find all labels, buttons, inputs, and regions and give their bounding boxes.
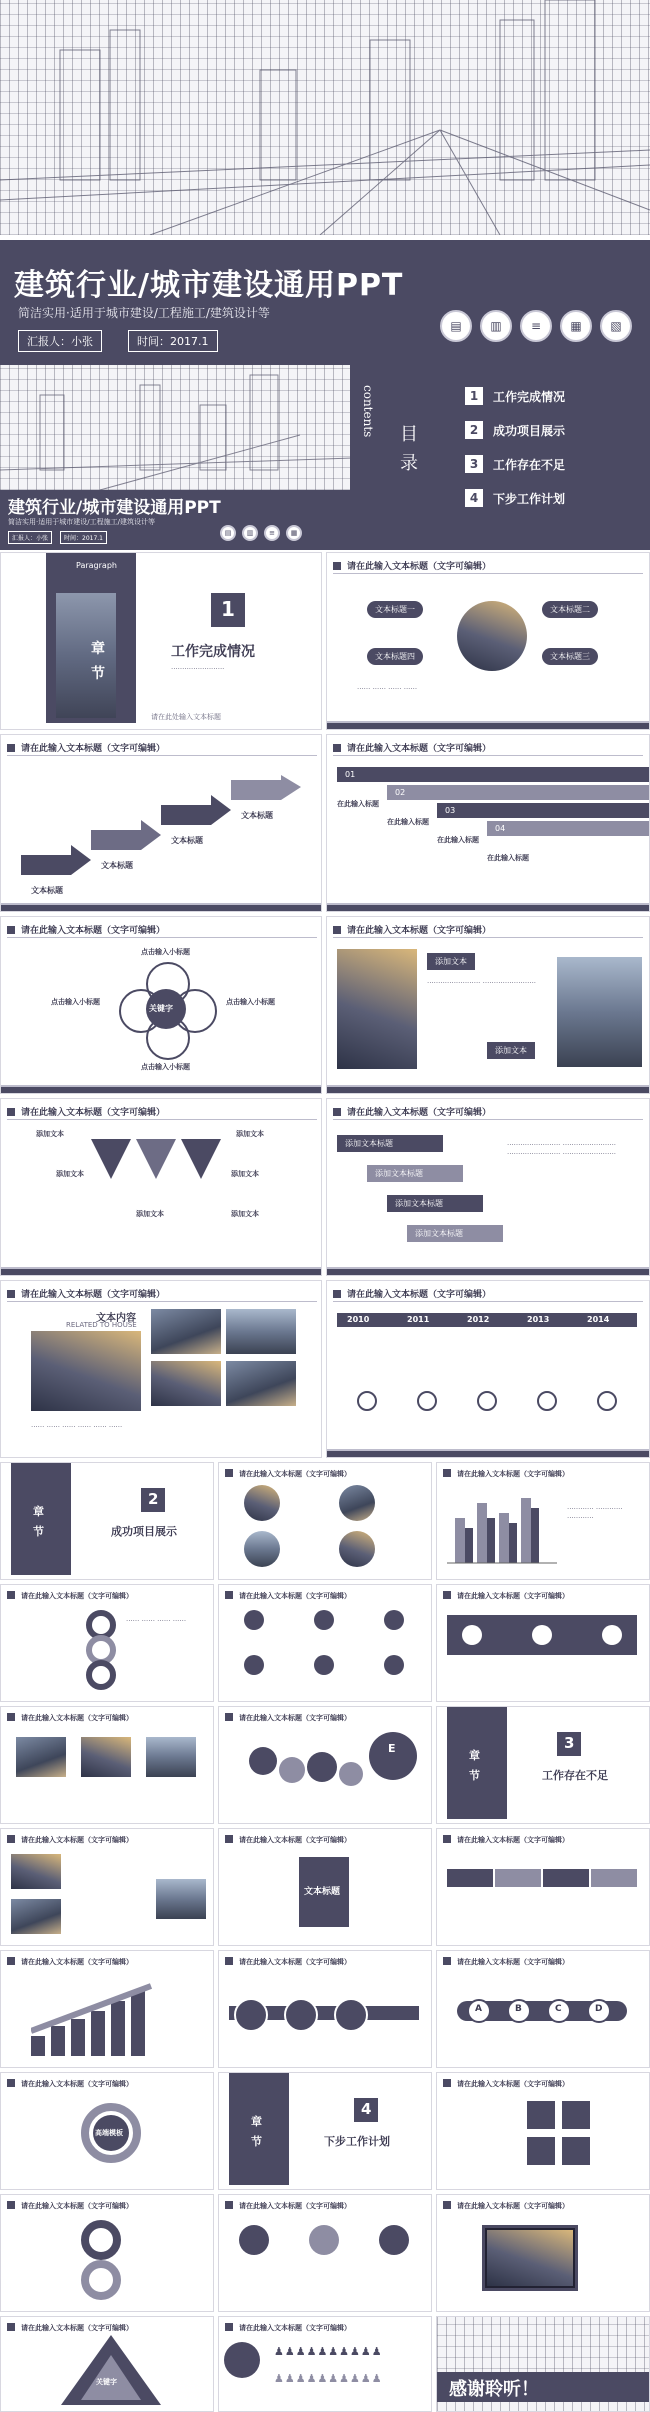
step-bar-1: 添加文本标题 <box>337 1135 443 1152</box>
toc-item-3-text[interactable]: 工作存在不足 <box>493 458 566 472</box>
chapter-jie: 节 <box>469 1769 480 1782</box>
chart-icon: ▦ <box>286 525 302 541</box>
cover-reporter: 汇报人：小张 <box>18 330 102 352</box>
grid-photo-cards-slide[interactable] <box>0 1706 214 1824</box>
key-label-4: 点击输入小标题 <box>141 1063 190 1071</box>
grid-screen-slide[interactable] <box>436 2194 650 2312</box>
add-desc-1: ........................ ........................ <box>427 977 537 985</box>
triangle-row <box>91 1139 231 1199</box>
related-sub: RELATED TO HOUSE <box>66 1321 137 1329</box>
chapter-panel <box>229 2073 289 2185</box>
label-3: 文本标题三 <box>542 648 598 665</box>
timeline-dot-3 <box>477 1391 497 1411</box>
node-d-letter: D <box>595 2004 603 2014</box>
tri-label-6: 添加文本 <box>231 1210 259 1218</box>
growth-bars <box>31 1981 181 2056</box>
slide-header: 请在此输入文本标题（文字可编辑） <box>225 1835 351 1845</box>
mini-bar-chart <box>447 1488 557 1568</box>
city-image-2 <box>226 1309 296 1354</box>
num-card-2 <box>562 2101 590 2129</box>
section-title: 工作完成情况 <box>171 644 255 660</box>
triangle-graphic <box>61 2335 161 2405</box>
header-rule <box>7 937 317 938</box>
triangle-keyword: 关键字 <box>96 2378 117 2386</box>
related-desc: ...... ...... ...... ...... ...... ...... <box>31 1421 123 1429</box>
related-slide[interactable] <box>0 1280 322 1458</box>
phone-icon <box>314 1655 334 1675</box>
half-ring-1 <box>81 2220 121 2260</box>
doc-icon: ▤ <box>440 310 472 342</box>
header-rule <box>333 1301 643 1302</box>
key-label-2: 点击输入小标题 <box>51 998 100 1006</box>
city-circle-image <box>457 601 527 671</box>
section4-title: 下步工作计划 <box>324 2135 390 2148</box>
slide-header: 请在此输入文本标题（文字可编辑） <box>7 1713 133 1723</box>
grid-numbered-slide[interactable] <box>436 2072 650 2190</box>
slide-header: 请在此输入文本标题（文字可编辑） <box>443 1591 569 1601</box>
toc-item-2-num: 2 <box>465 421 483 439</box>
footer-bar <box>327 1451 649 1457</box>
grid-growth-slide[interactable] <box>0 1950 214 2068</box>
city-image-3 <box>151 1361 221 1406</box>
slide-header: 请在此输入文本标题（文字可编辑） <box>333 923 491 936</box>
timeline-dot-1 <box>357 1391 377 1411</box>
book-icon: ▥ <box>242 525 258 541</box>
grid-keyword-triangle-slide[interactable] <box>0 2316 214 2412</box>
tower-image <box>557 957 642 1067</box>
timeline-dot-5 <box>597 1391 617 1411</box>
bubble-d <box>339 1762 363 1786</box>
chapter-zhang: 章 <box>469 1749 480 1762</box>
cross-center-text: 文本标题 <box>304 1887 341 1897</box>
tri-label-2: 添加文本 <box>56 1170 84 1178</box>
tab-head-4: 在此输入标题 <box>487 854 529 862</box>
stair-arrows <box>11 775 311 885</box>
header-rule <box>333 573 643 574</box>
step-bar-2: 添加文本标题 <box>367 1165 463 1182</box>
tri-label-5: 添加文本 <box>231 1170 259 1178</box>
card-photo-1 <box>16 1737 66 1777</box>
toc-item-1-text[interactable]: 工作完成情况 <box>493 390 566 404</box>
stepped-bars-slide[interactable] <box>326 1098 650 1276</box>
header-rule <box>333 1119 643 1120</box>
people-circle <box>224 2342 260 2378</box>
section-desc: ........................ <box>171 663 225 671</box>
star-icon <box>384 1655 404 1675</box>
step-desc: ........................ ........................ ........................ ........................ <box>507 1139 617 1156</box>
tab-03: 03 <box>437 803 650 818</box>
slide-header: 请在此输入文本标题（文字可编辑） <box>7 1835 133 1845</box>
tab-04: 04 <box>487 821 650 836</box>
doc-icon: ▤ <box>220 525 236 541</box>
step-bar-4: 添加文本标题 <box>407 1225 503 1242</box>
card-photo-2 <box>81 1737 131 1777</box>
slide-header: 请在此输入文本标题（文字可编辑） <box>333 1105 491 1118</box>
label-4: 文本标题四 <box>367 648 423 665</box>
section2-slide[interactable] <box>0 1462 214 1580</box>
cover-slide[interactable] <box>0 0 650 365</box>
circle-photo-2 <box>339 1485 375 1521</box>
num-card-1 <box>527 2101 555 2129</box>
step-label-4: 文本标题 <box>241 811 273 820</box>
step-label-3: 文本标题 <box>171 836 203 845</box>
circle-photo-3 <box>244 1531 280 1567</box>
timeline-slide[interactable] <box>326 1280 650 1458</box>
slide-header: 请在此输入文本标题（文字可编辑） <box>7 1105 165 1118</box>
slide-header: 请在此输入文本标题（文字可编辑） <box>225 1469 351 1479</box>
year-5: 2014 <box>587 1315 610 1324</box>
step-label-2: 文本标题 <box>101 861 133 870</box>
slide-header: 请在此输入文本标题（文字可编辑） <box>7 2323 133 2333</box>
chart-icon: ▦ <box>560 310 592 342</box>
slide-header: 请在此输入文本标题（文字可编辑） <box>225 2201 351 2211</box>
bubble-e-letter: E <box>388 1742 396 1755</box>
footer-bar <box>1 905 321 911</box>
related-title: 文本内容 <box>96 1313 136 1324</box>
slide-header: 请在此输入文本标题（文字可编辑） <box>225 1713 351 1723</box>
slide-header: 请在此输入文本标题（文字可编辑） <box>7 741 165 754</box>
chain-node-3 <box>334 1998 368 2032</box>
grid-photos-left-slide[interactable] <box>0 1828 214 1946</box>
footer-bar <box>327 1087 649 1093</box>
circle-3 <box>379 2225 409 2255</box>
ending-thanks: 感谢聆听！ <box>449 2379 539 2400</box>
slide-header: 请在此输入文本标题（文字可编辑） <box>443 1957 569 1967</box>
node-a-letter: A <box>475 2004 482 2014</box>
keyword-slide[interactable] <box>0 916 322 1094</box>
toc-item-4-num: 4 <box>465 489 483 507</box>
cover-city-sketch <box>0 0 650 235</box>
toc-item-2-text[interactable]: 成功项目展示 <box>493 424 566 438</box>
grid-abcd-slide[interactable] <box>436 1950 650 2068</box>
card-photo-3 <box>146 1737 196 1777</box>
bubble-c <box>307 1752 337 1782</box>
chart-notes: ............ ............ ............ <box>567 1503 623 1520</box>
progress-node-2 <box>532 1625 552 1645</box>
header-rule <box>7 1301 317 1302</box>
slide-header: 请在此输入文本标题（文字可编辑） <box>7 1591 133 1601</box>
grid-icons-slide[interactable] <box>218 1584 432 1702</box>
slide-header: 请在此输入文本标题（文字可编辑） <box>333 741 491 754</box>
tri-label-1: 添加文本 <box>36 1130 64 1138</box>
chain-node-2 <box>284 1998 318 2032</box>
label-1: 文本标题一 <box>367 601 423 618</box>
half-ring-2 <box>81 2260 121 2300</box>
circle-1 <box>239 2225 269 2255</box>
photo-b <box>11 1899 61 1934</box>
chapter-jie: 节 <box>33 1525 44 1538</box>
bubble-a <box>249 1747 277 1775</box>
tabs-slide[interactable] <box>326 734 650 912</box>
tri-label-3: 添加文本 <box>136 1210 164 1218</box>
toc-item-3-num: 3 <box>465 455 483 473</box>
ending-slide[interactable] <box>436 2316 650 2412</box>
chapter-panel <box>447 1707 507 1819</box>
toc-contents-word: contents <box>361 385 375 438</box>
node-b-letter: B <box>515 2004 522 2014</box>
grid-core-slide[interactable] <box>0 2072 214 2190</box>
sunset-city-image <box>337 949 417 1069</box>
photo-a <box>11 1854 61 1889</box>
section4-slide[interactable] <box>218 2072 432 2190</box>
chapter-jie: 节 <box>251 2135 262 2148</box>
circle-photo-1 <box>244 1485 280 1521</box>
section3-slide[interactable] <box>436 1706 650 1824</box>
add-text-2: 添加文本 <box>487 1042 535 1059</box>
step-bar-3: 添加文本标题 <box>387 1195 483 1212</box>
tab-head-2: 在此输入标题 <box>387 818 429 826</box>
chain-node-1 <box>234 1998 268 2032</box>
circle-labels-slide[interactable] <box>326 552 650 730</box>
chapter-zhang: 章 <box>33 1505 44 1518</box>
cover-title: 建筑行业/城市建设通用PPT <box>14 268 404 303</box>
slide-header: 请在此输入文本标题（文字可编辑） <box>443 2201 569 2211</box>
grid-cross-slide[interactable] <box>218 1828 432 1946</box>
people-icons-row-1: ♟♟♟♟♟♟♟♟♟♟ <box>274 2345 383 2358</box>
slide-header: 请在此输入文本标题（文字可编辑） <box>333 559 491 572</box>
key-label-1: 点击输入小标题 <box>141 948 190 956</box>
slide-header: 请在此输入文本标题（文字可编辑） <box>443 2079 569 2089</box>
year-2: 2011 <box>407 1315 430 1324</box>
chevron-2 <box>495 1869 541 1887</box>
circle-photo-4 <box>339 1531 375 1567</box>
toc-item-1-num: 1 <box>465 387 483 405</box>
street-image <box>31 1331 141 1411</box>
photo-text-slide[interactable] <box>326 916 650 1094</box>
grid-arrowchain-slide[interactable] <box>436 1828 650 1946</box>
toc-mu: 目 <box>400 424 418 445</box>
keyword-text: 关键字 <box>149 1004 173 1013</box>
key-label-3: 点击输入小标题 <box>226 998 275 1006</box>
user-icon <box>384 1610 404 1630</box>
circle-2 <box>309 2225 339 2255</box>
chevron-3 <box>543 1869 589 1887</box>
chevron-1 <box>447 1869 493 1887</box>
chapter-building-image <box>56 593 116 718</box>
tab-head-3: 在此输入标题 <box>437 836 479 844</box>
toc-mini-icons <box>220 525 340 543</box>
chapter-footer: 请在此处输入文本标题 <box>151 713 221 721</box>
grid-barchart-slide[interactable] <box>436 1462 650 1580</box>
header-rule <box>7 755 317 756</box>
slide-header: 请在此输入文本标题（文字可编辑） <box>7 2201 133 2211</box>
chapter-word: Paragraph <box>76 561 117 570</box>
year-4: 2013 <box>527 1315 550 1324</box>
slide-header: 请在此输入文本标题（文字可编辑） <box>7 2079 133 2089</box>
footer-bar <box>1 1087 321 1093</box>
toc-mini-title: 建筑行业/城市建设通用PPT <box>8 498 221 518</box>
header-rule <box>333 937 643 938</box>
pen-icon <box>244 1610 264 1630</box>
desc-text: ...... ...... ...... ...... <box>357 683 418 691</box>
list-icon: ≡ <box>520 310 552 342</box>
chapter-jie: 节 <box>91 666 105 682</box>
header-rule <box>7 1119 317 1120</box>
toc-lu: 录 <box>400 453 418 474</box>
footer-bar <box>327 723 649 729</box>
header-rule <box>333 755 643 756</box>
toc-list <box>465 387 645 527</box>
grid-bubbles-slide[interactable] <box>218 1706 432 1824</box>
mail-icon <box>244 1655 264 1675</box>
arrows-slide[interactable] <box>0 734 322 912</box>
node-c-letter: C <box>555 2004 562 2014</box>
bubble-e <box>369 1732 417 1780</box>
section3-title: 工作存在不足 <box>542 1769 608 1782</box>
slide-header: 请在此输入文本标题（文字可编辑） <box>7 1287 165 1300</box>
people-icons-row-2: ♟♟♟♟♟♟♟♟♟♟ <box>274 2372 383 2385</box>
core-text: 高端模板 <box>95 2129 123 2137</box>
section1-slide[interactable] <box>0 552 322 730</box>
year-1: 2010 <box>347 1315 370 1324</box>
year-3: 2012 <box>467 1315 490 1324</box>
city-image-1 <box>151 1309 221 1354</box>
slide-header: 请在此输入文本标题（文字可编辑） <box>7 923 165 936</box>
grid-halfcircle-slide[interactable] <box>0 2194 214 2312</box>
step-label-1: 文本标题 <box>31 886 63 895</box>
slide-header: 请在此输入文本标题（文字可编辑） <box>443 1469 569 1479</box>
slide-header: 请在此输入文本标题（文字可编辑） <box>225 2323 351 2333</box>
toc-item-4-text[interactable]: 下步工作计划 <box>493 492 566 506</box>
progress-node-3 <box>602 1625 622 1645</box>
footer-bar <box>327 905 649 911</box>
footer-bar <box>327 1269 649 1275</box>
grid-circle-photos-slide[interactable] <box>218 1462 432 1580</box>
num-card-4 <box>562 2137 590 2165</box>
cover-icon-row <box>440 310 640 350</box>
progress-node-1 <box>462 1625 482 1645</box>
book-icon: ▥ <box>480 310 512 342</box>
tab-head-1: 在此输入标题 <box>337 800 379 808</box>
slide-header: 请在此输入文本标题（文字可编辑） <box>7 1957 133 1967</box>
city-image-4 <box>226 1361 296 1406</box>
chapter-zhang: 章 <box>251 2115 262 2128</box>
grid-stepchain-slide[interactable] <box>218 1950 432 2068</box>
slide-header: 请在此输入文本标题（文字可编辑） <box>225 1957 351 1967</box>
section-number: 1 <box>221 597 235 621</box>
timeline-dot-2 <box>417 1391 437 1411</box>
file-icon: ▧ <box>600 310 632 342</box>
cover-subtitle: 简洁实用·适用于城市建设/工程施工/建筑设计等 <box>18 306 270 320</box>
grid-circles-slide[interactable] <box>218 2194 432 2312</box>
tab-01: 01 <box>337 767 650 782</box>
slide-header: 请在此输入文本标题（文字可编辑） <box>333 1287 491 1300</box>
section3-number: 3 <box>564 1734 575 1752</box>
triangles-slide[interactable] <box>0 1098 322 1276</box>
num-card-3 <box>527 2137 555 2165</box>
toc-mini-subtitle: 简洁实用·适用于城市建设/工程施工/建筑设计等 <box>8 518 155 526</box>
list-icon: ≡ <box>264 525 280 541</box>
grid-people-slide[interactable] <box>218 2316 432 2412</box>
chapter-panel <box>11 1463 71 1575</box>
cover-time: 时间：2017.1 <box>128 330 218 352</box>
photo-c <box>156 1879 206 1919</box>
slide-header: 请在此输入文本标题（文字可编辑） <box>225 1591 351 1601</box>
label-2: 文本标题二 <box>542 601 598 618</box>
gear-icon <box>314 1610 334 1630</box>
toc-slide[interactable] <box>0 365 650 550</box>
timeline-dot-4 <box>537 1391 557 1411</box>
section4-number: 4 <box>361 2100 372 2118</box>
footer-bar <box>1 1269 321 1275</box>
chain-ring-3 <box>86 1660 116 1690</box>
section-title: 成功项目展示 <box>111 1525 177 1538</box>
tab-02: 02 <box>387 785 650 800</box>
chain-notes: ...... ...... ...... ...... <box>126 1615 187 1623</box>
chapter-zhang: 章 <box>91 641 105 657</box>
grid-progress-slide[interactable] <box>436 1584 650 1702</box>
bubble-b <box>279 1757 305 1783</box>
toc-mini-time: 时间：2017.1 <box>60 531 107 544</box>
slide-header: 请在此输入文本标题（文字可编辑） <box>443 1835 569 1845</box>
grid-chain-slide[interactable] <box>0 1584 214 1702</box>
toc-mini-reporter: 汇报人：小张 <box>8 531 52 544</box>
section-number: 2 <box>148 1490 159 1508</box>
add-text-1: 添加文本 <box>427 953 475 970</box>
chevron-4 <box>591 1869 637 1887</box>
monitor-city-image <box>487 2230 573 2286</box>
tri-label-4: 添加文本 <box>236 1130 264 1138</box>
